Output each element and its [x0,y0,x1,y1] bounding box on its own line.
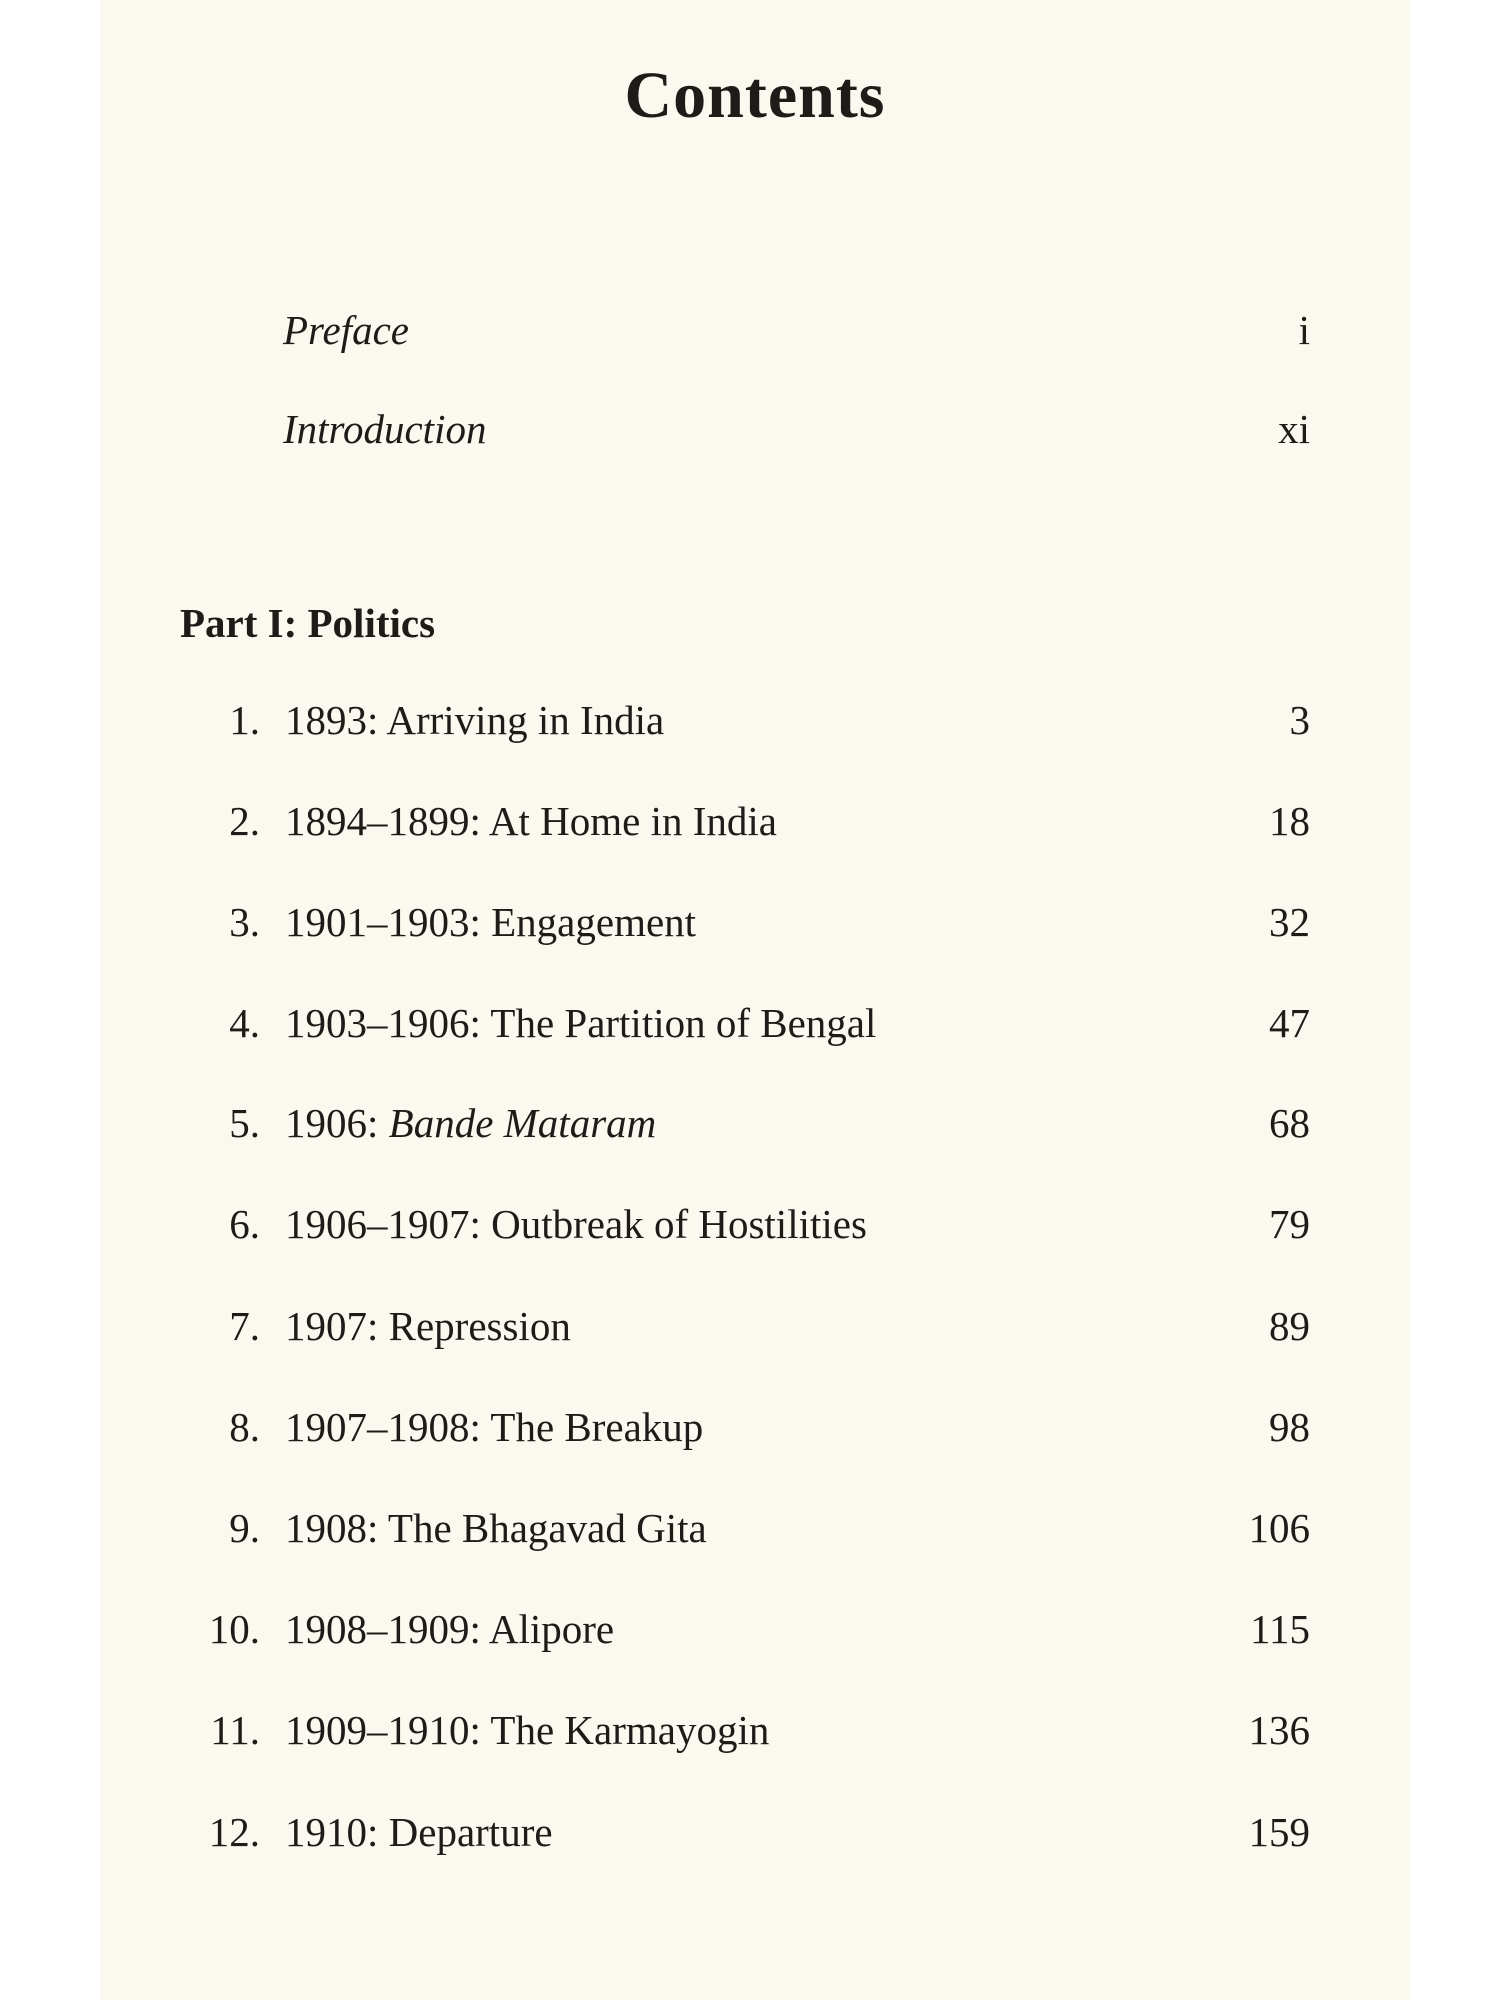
toc-entry-chapter-5 [100,1093,1410,1153]
toc-entry-chapter-8 [100,1397,1410,1457]
chapter-title: 1908: The Bhagavad Gita [285,1505,707,1551]
toc-entry-chapter-10 [100,1599,1410,1659]
chapter-title: 1903–1906: The Partition of Bengal [285,1000,877,1046]
chapter-title: 1907–1908: The Breakup [285,1404,704,1450]
entry-page-number: i [1298,307,1310,353]
chapter-number: 4. [229,1000,260,1046]
chapter-title: 1901–1903: Engagement [285,899,697,945]
chapter-number: 7. [229,1303,260,1349]
chapter-number: 9. [229,1505,260,1551]
chapter-number: 10. [208,1606,260,1652]
chapter-title: 1893: Arriving in India [285,697,665,743]
book-page [100,0,1410,2000]
chapter-title [285,1093,656,1153]
chapter-page-number: 115 [1250,1606,1310,1652]
toc-entry-chapter-1 [100,690,1410,750]
entry-title: Preface [283,307,409,353]
entry-page-number: xi [1278,406,1310,452]
entry-title: Introduction [283,406,487,452]
toc-entry-chapter-7 [100,1296,1410,1356]
chapter-title: 1910: Departure [285,1809,553,1855]
chapter-page-number: 68 [1269,1100,1310,1146]
chapter-page-number: 98 [1269,1404,1310,1450]
chapter-title: 1894–1899: At Home in India [285,798,777,844]
chapter-page-number: 3 [1289,697,1310,743]
toc-entry-chapter-12 [100,1802,1410,1862]
chapter-number: 12. [208,1809,260,1855]
toc-entry-chapter-6 [100,1194,1410,1254]
chapter-title: 1909–1910: The Karmayogin [285,1707,770,1753]
chapter-page-number: 32 [1269,899,1310,945]
toc-entry-chapter-2 [100,791,1410,851]
toc-entry-chapter-4 [100,993,1410,1053]
chapter-number: 6. [229,1201,260,1247]
toc-entry-chapter-3 [100,892,1410,952]
chapter-title-italic: Bande Mataram [388,1100,657,1146]
chapter-number: 2. [229,798,260,844]
chapter-page-number: 79 [1269,1201,1310,1247]
chapter-number: 11. [210,1707,260,1753]
toc-entry-chapter-9 [100,1498,1410,1558]
chapter-title: 1908–1909: Alipore [285,1606,615,1652]
page-title: Contents [624,59,886,132]
chapter-page-number: 18 [1269,798,1310,844]
chapter-page-number: 106 [1248,1505,1310,1551]
chapter-number: 5. [229,1100,260,1146]
chapter-number: 3. [229,899,260,945]
toc-entry-chapter-11 [100,1700,1410,1760]
toc-entry-preface [100,300,1410,360]
chapter-title-prefix: 1906: [285,1100,389,1146]
chapter-page-number: 47 [1269,1000,1310,1046]
chapter-number: 8. [229,1404,260,1450]
chapter-title: 1906–1907: Outbreak of Hostilities [285,1201,867,1247]
chapter-title: 1907: Repression [285,1303,571,1349]
chapter-number: 1. [229,697,260,743]
part-heading: Part I: Politics [180,600,436,646]
chapter-page-number: 159 [1248,1809,1310,1855]
chapter-page-number: 136 [1248,1707,1310,1753]
toc-entry-introduction [100,399,1410,459]
chapter-page-number: 89 [1269,1303,1310,1349]
